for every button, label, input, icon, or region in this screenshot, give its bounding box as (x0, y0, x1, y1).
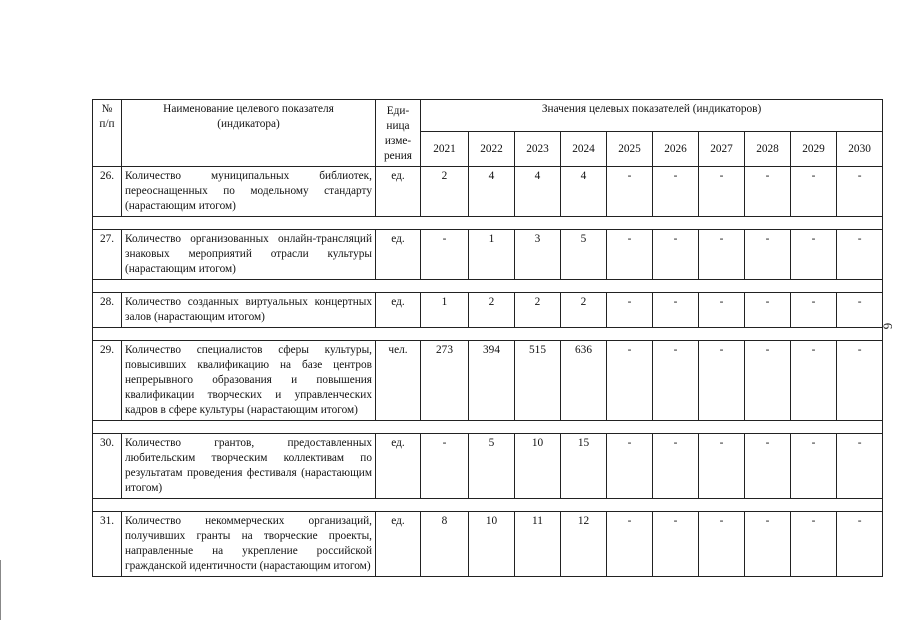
row-separator (93, 217, 883, 230)
value-cell: - (653, 512, 699, 577)
value-cell: 5 (469, 434, 515, 499)
value-cell: 10 (469, 512, 515, 577)
value-cell: - (745, 293, 791, 328)
row-number: 30. (93, 434, 122, 499)
row-separator (93, 499, 883, 512)
row-separator-cell (93, 217, 883, 230)
scan-edge-mark (0, 560, 1, 620)
value-cell: - (607, 230, 653, 280)
row-number: 26. (93, 167, 122, 217)
value-cell: - (421, 230, 469, 280)
value-cell: - (791, 230, 837, 280)
value-cell: 2 (421, 167, 469, 217)
value-cell: - (607, 293, 653, 328)
value-cell: - (837, 293, 883, 328)
value-cell: 2 (469, 293, 515, 328)
header-year: 2023 (515, 132, 561, 167)
row-number: 29. (93, 341, 122, 421)
value-cell: 636 (561, 341, 607, 421)
value-cell: - (745, 230, 791, 280)
row-separator-cell (93, 421, 883, 434)
value-cell: - (745, 341, 791, 421)
unit-cell: ед. (376, 434, 421, 499)
value-cell: - (653, 167, 699, 217)
value-cell: - (653, 293, 699, 328)
unit-cell: ед. (376, 512, 421, 577)
value-cell: 515 (515, 341, 561, 421)
value-cell: - (837, 167, 883, 217)
unit-cell: ед. (376, 230, 421, 280)
value-cell: - (837, 341, 883, 421)
indicator-name: Количество созданных виртуальных концертных залов (нарастающим итогом) (122, 293, 376, 328)
value-cell: 2 (515, 293, 561, 328)
value-cell: - (421, 434, 469, 499)
value-cell: 1 (469, 230, 515, 280)
table-row (93, 512, 883, 577)
target-indicators-table (92, 99, 883, 577)
value-cell: - (699, 512, 745, 577)
value-cell: 5 (561, 230, 607, 280)
value-cell: - (837, 230, 883, 280)
header-year: 2026 (653, 132, 699, 167)
indicator-name: Количество специалистов сферы культуры, повысивших квалификацию на базе центров непрерывного образования и повышения квалификации творческих и управленческих кадров в сфере культуры (нарастающим итогом) (122, 341, 376, 421)
header-year: 2030 (837, 132, 883, 167)
value-cell: - (653, 341, 699, 421)
value-cell: 4 (515, 167, 561, 217)
value-cell: - (791, 167, 837, 217)
table-row (93, 341, 883, 421)
row-separator-cell (93, 499, 883, 512)
value-cell: 2 (561, 293, 607, 328)
table-row (93, 167, 883, 217)
indicator-name: Количество организованных онлайн-трансляций знаковых мероприятий отрасли культуры (нарастающим итогом) (122, 230, 376, 280)
row-separator (93, 280, 883, 293)
value-cell: - (791, 293, 837, 328)
row-number: 31. (93, 512, 122, 577)
value-cell: - (653, 434, 699, 499)
value-cell: 273 (421, 341, 469, 421)
header-year: 2024 (561, 132, 607, 167)
value-cell: - (699, 293, 745, 328)
value-cell: - (791, 341, 837, 421)
value-cell: - (653, 230, 699, 280)
value-cell: 4 (469, 167, 515, 217)
value-cell: 394 (469, 341, 515, 421)
indicator-name: Количество грантов, предоставленных любительским творческим коллективам по результатам проведения фестиваля (нарастающим итогом) (122, 434, 376, 499)
unit-cell: чел. (376, 341, 421, 421)
value-cell: - (699, 434, 745, 499)
header-unit: Еди- ница изме- рения (376, 100, 421, 167)
indicator-name: Количество некоммерческих организаций, получивших гранты на творческие проекты, направленные на укрепление российской гражданской идентичности (нарастающим итогом) (122, 512, 376, 577)
value-cell: - (699, 341, 745, 421)
value-cell: - (791, 512, 837, 577)
value-cell: - (745, 167, 791, 217)
header-num: № п/п (93, 100, 122, 167)
value-cell: - (837, 434, 883, 499)
row-number: 27. (93, 230, 122, 280)
header-year: 2022 (469, 132, 515, 167)
page-number: 6 (880, 322, 896, 330)
value-cell: - (699, 230, 745, 280)
value-cell: 1 (421, 293, 469, 328)
value-cell: - (699, 167, 745, 217)
value-cell: 11 (515, 512, 561, 577)
row-separator-cell (93, 280, 883, 293)
value-cell: - (837, 512, 883, 577)
value-cell: 12 (561, 512, 607, 577)
value-cell: - (745, 434, 791, 499)
value-cell: 8 (421, 512, 469, 577)
header-year: 2021 (421, 132, 469, 167)
row-separator-cell (93, 328, 883, 341)
unit-cell: ед. (376, 167, 421, 217)
value-cell: 3 (515, 230, 561, 280)
table-row (93, 434, 883, 499)
unit-cell: ед. (376, 293, 421, 328)
value-cell: - (607, 167, 653, 217)
indicator-name: Количество муниципальных библиотек, переоснащенных по модельному стандарту (нарастающим итогом) (122, 167, 376, 217)
row-separator (93, 328, 883, 341)
value-cell: - (745, 512, 791, 577)
table-row (93, 230, 883, 280)
value-cell: - (607, 512, 653, 577)
row-number: 28. (93, 293, 122, 328)
value-cell: 15 (561, 434, 607, 499)
row-separator (93, 421, 883, 434)
value-cell: - (607, 341, 653, 421)
value-cell: - (607, 434, 653, 499)
table-row (93, 293, 883, 328)
value-cell: 4 (561, 167, 607, 217)
header-year: 2029 (791, 132, 837, 167)
header-year: 2027 (699, 132, 745, 167)
value-cell: 10 (515, 434, 561, 499)
header-year: 2025 (607, 132, 653, 167)
header-year: 2028 (745, 132, 791, 167)
header-values-group: Значения целевых показателей (индикаторов) (421, 100, 883, 132)
value-cell: - (791, 434, 837, 499)
header-name: Наименование целевого показателя (индикатора) (122, 100, 376, 167)
